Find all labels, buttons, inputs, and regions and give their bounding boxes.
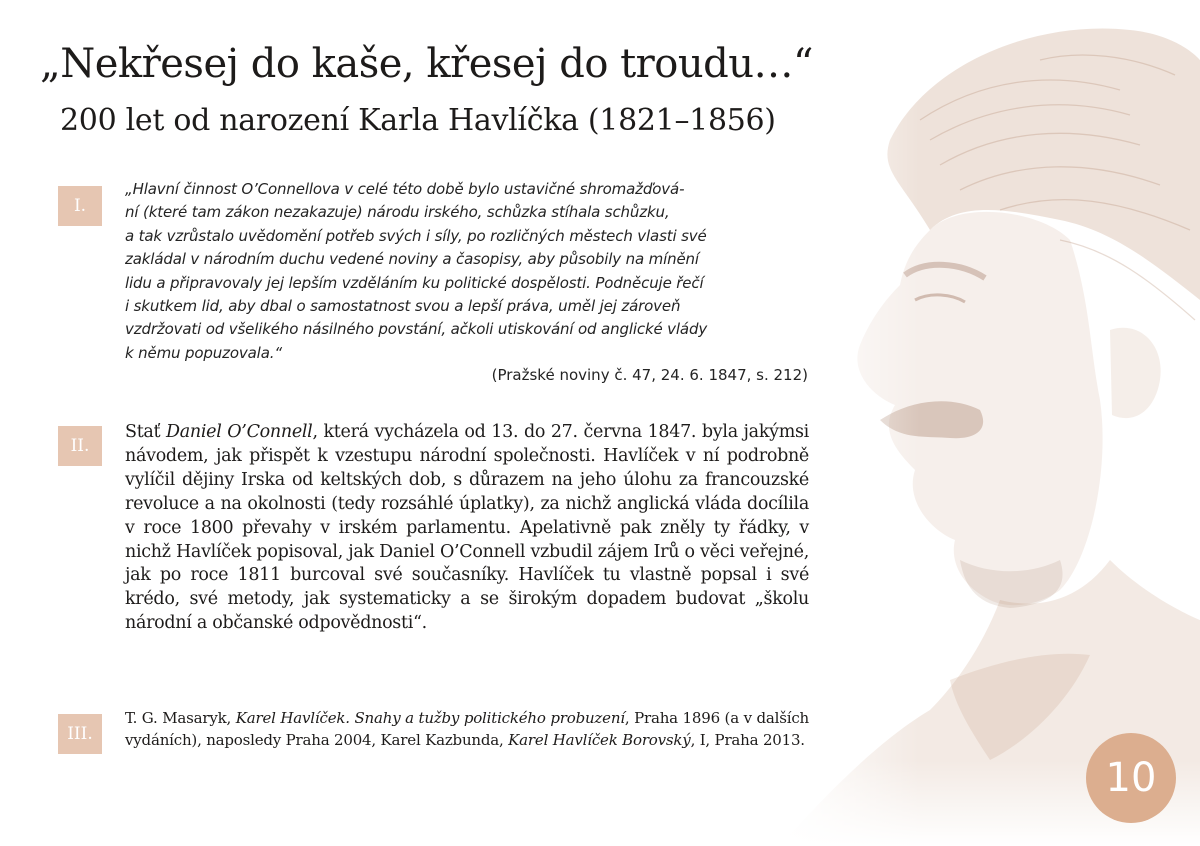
quote-line: zakládal v národním duchu vedené noviny a časopisy, aby působily na mínění [125,250,699,269]
bibliography [125,708,809,751]
quote-line: vzdržovati od všelikého násilného povstání, ačkoli utiskování od anglické vlády [125,320,708,339]
page-title: „Nekřesej do kaše, křesej do troudu…“ [40,41,813,87]
section-marker-3: III. [58,714,102,754]
article-title-italic: Daniel O’Connell [166,422,313,442]
section-marker-2: II. [58,426,102,466]
page-subtitle: 200 let od narození Karla Havlíčka (1821–1856) [60,103,776,138]
biblio-text: , I, Praha 2013. [690,730,805,749]
article-text-start: Stať [125,422,167,442]
quote-line: lidu a připravovaly jej lepším vzděláním ku politické dospělosti. Podněcuje řečí [125,273,704,292]
biblio-text: , Praha 1896 (a v dalších vydáních), naposledy Praha 2004, Karel Kazbunda, [125,709,809,749]
quote-line: i skutkem lid, aby dbal o samostatnost svou a lepší práva, uměl jej zároveň [125,297,681,316]
quote-line: k němu popuzovala.“ [125,343,282,362]
article-paragraph [125,421,809,636]
quote-line: a tak vzrůstalo uvědomění potřeb svých i síly, po rozličných městech vlasti své [125,226,707,245]
biblio-book-title: Karel Havlíček. Snahy a tužby politického probuzení [235,709,625,727]
quote-line: „Hlavní činnost O’Connellova v celé této době bylo ustavičné shromažďová- [125,180,685,198]
quote-line: ní (které tam zákon nezakazuje) národu irského, schůzka stíhala schůzku, [125,203,670,222]
page-number-badge: 10 [1086,733,1176,823]
article-text-body: , která vycházela od 13. do 27. června 1847. byla jakýmsi návodem, jak přispět k vzestupu národní společnosti. Havlíček v ní podrobně vylíčil dějiny Irska od keltských dob, s důrazem na jeho úlohu za francouzské revoluce a na okolnosti (tedy rozsáhlé úplatky), za nichž anglická vláda docílila v roce 1800 převahy v irském parlamentu. Apelativně pak zněly ty řádky, v nichž Havlíček popisoval, jak Daniel O’Connell vzbudil zájem Irů o věci veřejné, jak po roce 1811 burcoval své současníky. Havlíček tu vlastně popsal i své krédo, své metody, jak systematicky a se širokým dopadem budovat „školu národní a občanské odpovědnosti“. [125,422,809,634]
biblio-text: T. G. Masaryk, [125,709,236,727]
quote-source: (Pražské noviny č. 47, 24. 6. 1847, s. 212) [491,366,808,384]
biblio-book-title: Karel Havlíček Borovský [508,730,691,749]
section-marker-1: I. [58,186,102,226]
quote-block [125,178,810,365]
